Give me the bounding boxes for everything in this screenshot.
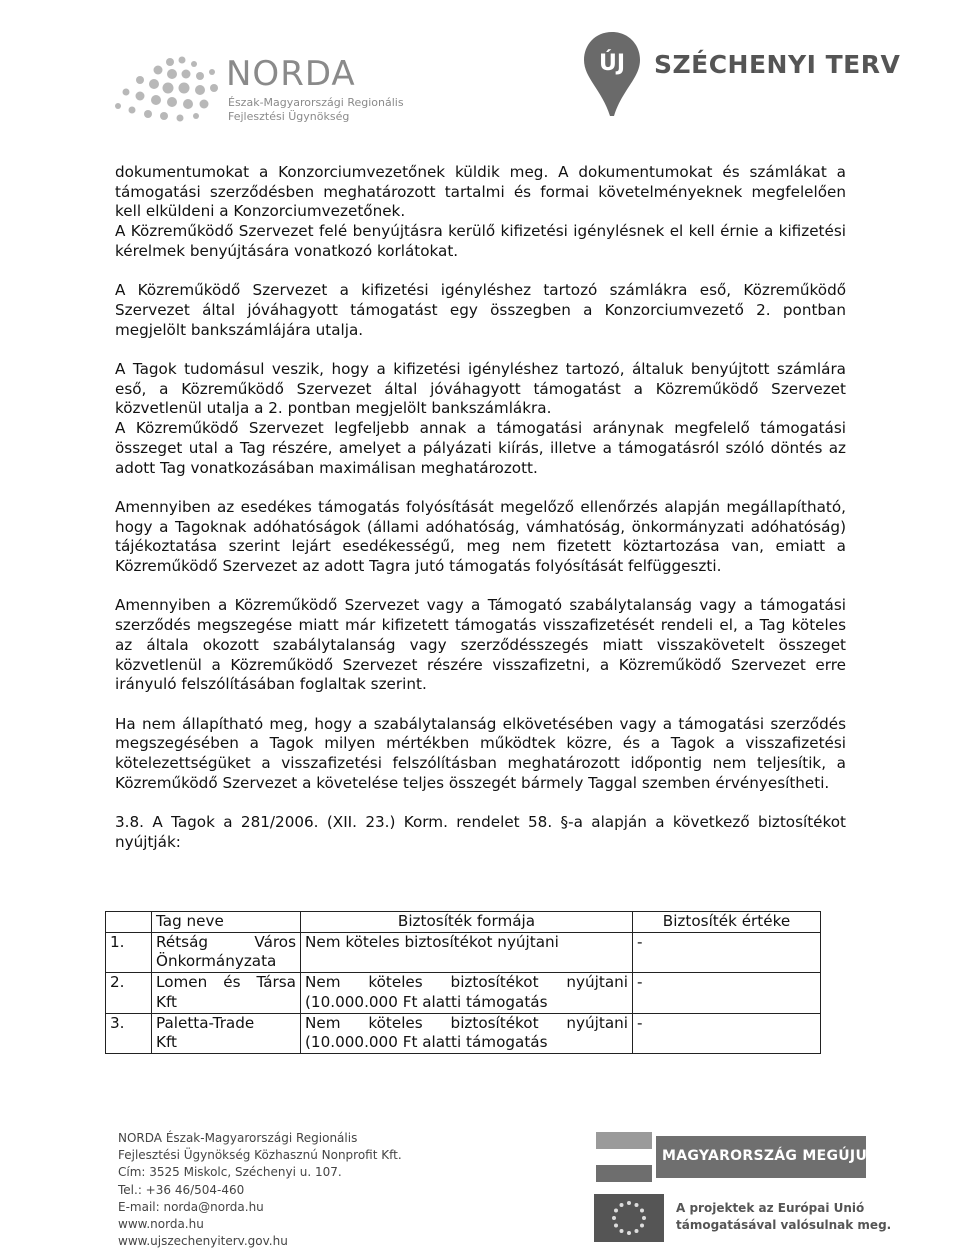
footer-phone: Tel.: +36 46/504-460 [118,1182,245,1197]
footer-address-block [118,1130,458,1250]
hungarian-flag-icon [596,1132,652,1182]
paragraph: A Közreműködő Szervezet a kifizetési igényléshez tartozó számlákra eső, Közreműködő Szervezet által jóváhagyott támogatást egy összegben a Konzorciumvezető 2. pontban megjelölt bankszámlájára utalja. [115,281,846,339]
table-row [106,973,821,1013]
norda-logo [110,52,404,124]
magyarorszag-megujul-banner [596,1132,877,1182]
table-header-row [106,912,821,933]
member-name-line-2: Önkormányzata [156,952,277,971]
member-name [152,932,301,972]
row-number: 1. [106,932,152,972]
szechenyi-title: SZÉCHENYI TERV [654,50,901,79]
guarantee-value: - [633,932,821,972]
footer-email[interactable]: E-mail: norda@norda.hu [118,1199,264,1214]
member-name-line-1: Paletta-Trade [156,1013,255,1032]
member-name-line-1: Lomen és Társa [156,973,296,992]
document-body [115,163,846,853]
footer-org-2: Fejlesztési Ügynökség Közhasznú Nonprofit Kft. [118,1148,402,1163]
paragraph: Amennyiben a Közreműködő Szervezet vagy a Támogató szabálytalanság vagy a támogatási szerződés megszegése miatt már kifizetett támogatás visszafizetését rendeli el, a Tag köteles az általa okozott szabálytalanság vagy szerződésszegés miatt visszakövetelt összeget közvetlenül a Közreműködő Szervezet részére visszafizetni, a Közreműködő Szervezet erre irányuló felszólításában foglaltak szerint. [115,596,846,694]
eu-support-text [676,1200,891,1234]
header-no [106,912,152,933]
guarantee-value: - [633,1013,821,1053]
guarantee-form-line-2: (10.000.000 Ft alatti támogatás [305,1033,548,1052]
guarantee-form [301,932,633,972]
paragraph: A Közreműködő Szervezet legfeljebb annak a támogatási aránynak megfelelő támogatási összeget utal a Tag részére, amelyet a pályázati kiírás, illetve a támogatásról szóló döntés az adott Tag vonatkozásában maximálisan meghatározott. [115,419,846,477]
eu-text-line-1: A projektek az Európai Unió [676,1201,865,1215]
guarantee-form-line-1: Nem köteles biztosítékot nyújtani [305,973,628,992]
table-row [106,932,821,972]
table-row [106,1013,821,1053]
header-guarantee-form: Biztosíték formája [301,912,633,933]
norda-dots-icon [110,52,220,124]
paragraph: Amennyiben az esedékes támogatás folyósítását megelőző ellenőrzés alapján megállapítható, hogy a Tagoknak adóhatóságok (állami adóhatóság, vámhatóság, önkormányzati adóhatóság) tájékoztatása szerint lejárt esedékességű, meg nem fizetett köztartozása van, emiatt a Közreműködő Szervezet az adott Tagra jutó támogatás folyósítását felfüggeszti. [115,497,846,576]
guarantee-table [105,911,821,1054]
footer-web-norda[interactable]: www.norda.hu [118,1217,204,1232]
paragraph: dokumentumokat a Konzorciumvezetőnek küldik meg. A dokumentumokat és számlákat a támogatási szerződésben meghatározott tartalmi és formai követelményeknek megfelelően kell elküldeni a Konzorciumvezetőnek. [115,163,846,221]
szechenyi-terv-logo [582,30,912,120]
eu-text-line-2: támogatásával valósulnak meg. [676,1218,892,1232]
guarantee-form [301,1013,633,1053]
row-number: 2. [106,973,152,1013]
row-number: 3. [106,1013,152,1053]
header-member-name: Tag neve [152,912,301,933]
szechenyi-badge: ÚJ [598,51,626,76]
guarantee-form-line-1: Nem köteles biztosítékot nyújtani [305,932,559,951]
guarantee-form-line-2: (10.000.000 Ft alatti támogatás [305,992,548,1011]
header-guarantee-value: Biztosíték értéke [633,912,821,933]
eu-flag-icon [594,1194,664,1242]
guarantee-value: - [633,973,821,1013]
footer-org: NORDA Észak-Magyarországi Regionális [118,1131,358,1145]
norda-name: NORDA [226,54,356,94]
footer-web-szechenyi[interactable]: www.ujszechenyiterv.gov.hu [118,1234,288,1249]
member-name [152,1013,301,1053]
norda-subtitle-1: Észak-Magyarországi Regionális [228,96,404,109]
section-3-8: 3.8. A Tagok a 281/2006. (XII. 23.) Korm. rendelet 58. §-a alapján a következő biztosítékot nyújtják: [115,813,846,851]
norda-subtitle-2: Fejlesztési Ügynökség [228,110,350,123]
footer-address: Cím: 3525 Miskolc, Széchenyi u. 107. [118,1165,342,1180]
paragraph: A Közreműködő Szervezet felé benyújtásra kerülő kifizetési igénylésnek el kell érnie a kifizetési kérelmek benyújtására vonatkozó korlátokat. [115,222,846,260]
footer-logos [590,1132,892,1244]
member-name-line-2: Kft [156,1033,177,1052]
guarantee-form [301,973,633,1013]
guarantee-form-line-1: Nem köteles biztosítékot nyújtani [305,1013,628,1032]
member-name [152,973,301,1013]
member-name-line-2: Kft [156,992,177,1011]
paragraph: A Tagok tudomásul veszik, hogy a kifizetési igényléshez tartozó, általuk benyújtott számlára eső, a Közreműködő Szervezet által jóváhagyott támogatást a Közreműködő Szervezet közvetlenül utalja a 2. pontban megjelölt bankszámlákra. [115,360,846,418]
paragraph: Ha nem állapítható meg, hogy a szabálytalanság elkövetésében vagy a támogatási szerződés megszegésében a Tagok milyen mértékben működtek közre, és a Tagok a visszafizetési kötelezettségüket a visszafizetési felszólításban meghatározott időpontig nem teljesítik, a Közreműködő Szervezet a követelése teljes összegét bármely Taggal szemben érvényesítheti. [115,714,846,792]
banner-text: MAGYARORSZÁG MEGÚJUL [662,1148,877,1164]
member-name-line-1: Rétság Város [156,932,296,951]
